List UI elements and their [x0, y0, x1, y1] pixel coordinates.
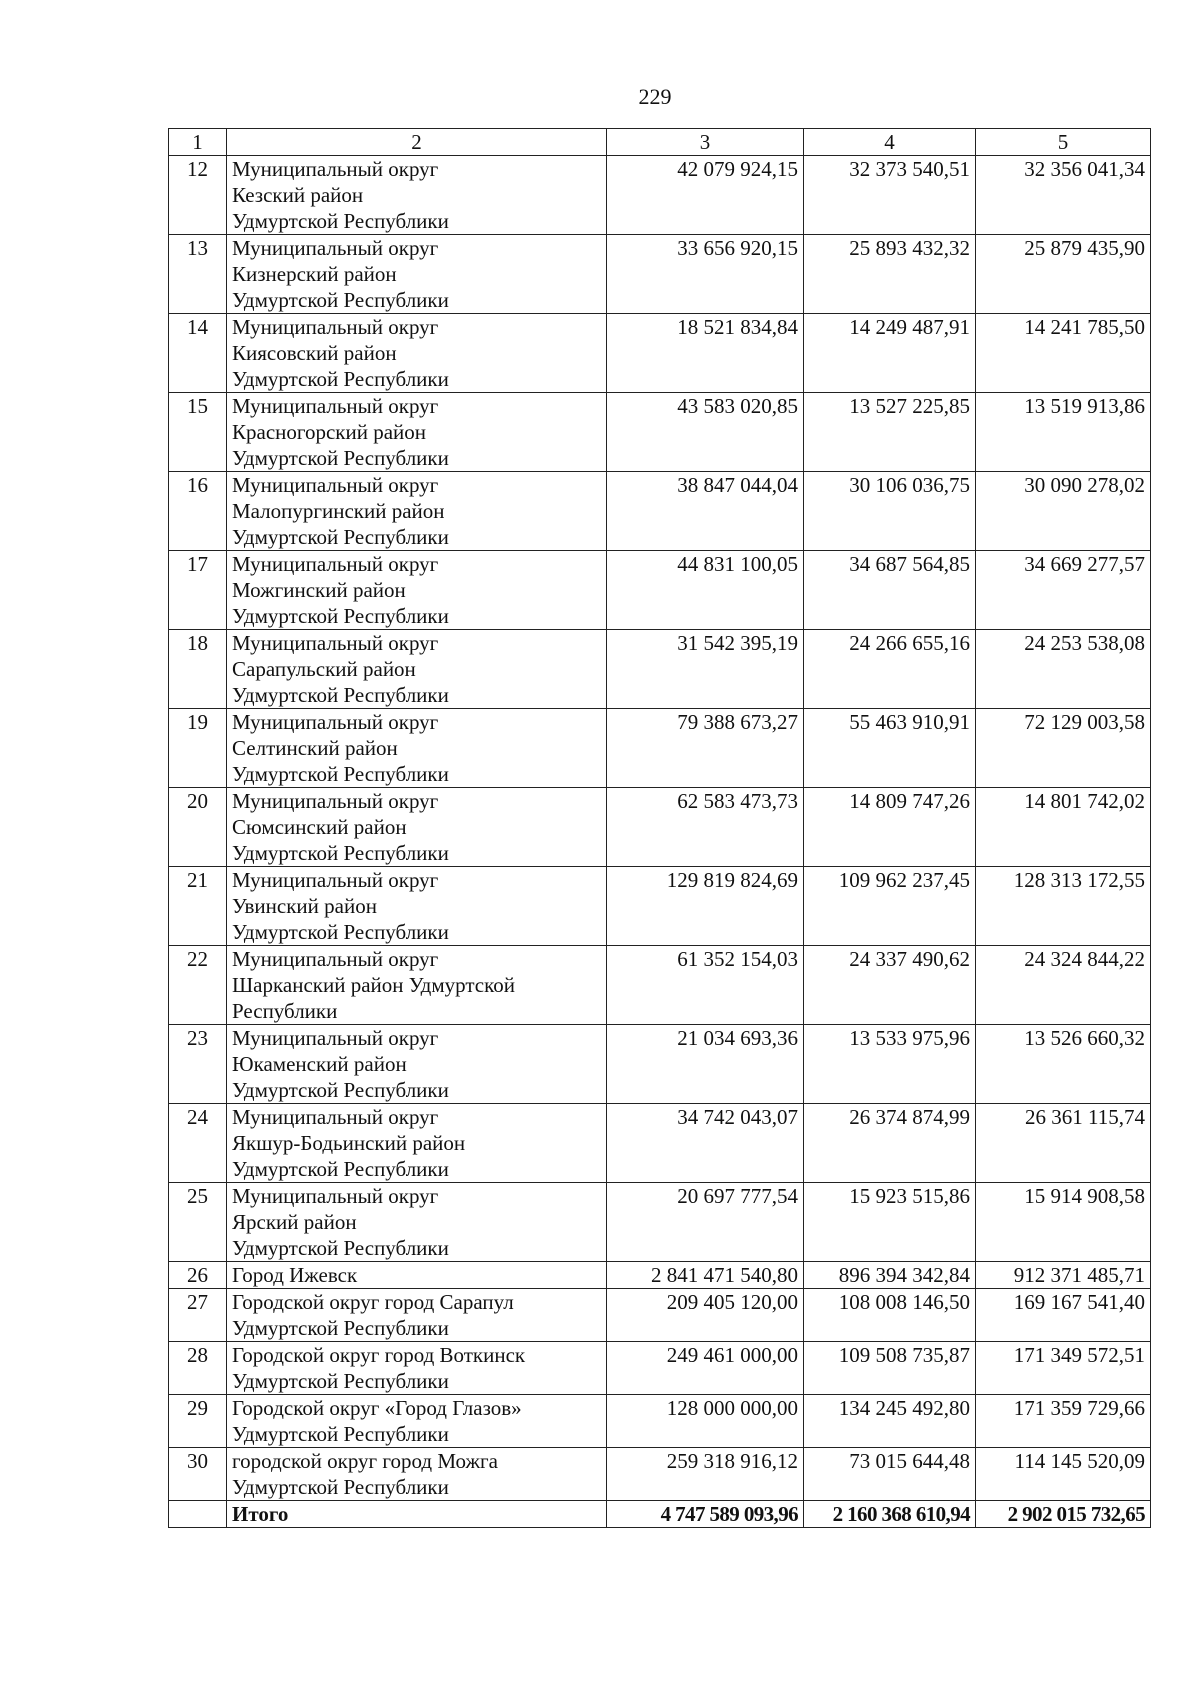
municipality-name: Муниципальный округ Можгинский район Удмуртской Республики — [227, 551, 607, 630]
value-column-3: 43 583 020,85 — [607, 393, 804, 472]
value-column-4: 108 008 146,50 — [804, 1289, 976, 1342]
value-column-5: 26 361 115,74 — [976, 1104, 1151, 1183]
table-row — [169, 1183, 1151, 1262]
value-column-3: 209 405 120,00 — [607, 1289, 804, 1342]
row-number: 20 — [169, 788, 227, 867]
value-column-5: 171 359 729,66 — [976, 1395, 1151, 1448]
table-row — [169, 1289, 1151, 1342]
municipality-name: Муниципальный округ Киясовский район Удмуртской Республики — [227, 314, 607, 393]
row-number: 26 — [169, 1262, 227, 1289]
value-column-5: 14 801 742,02 — [976, 788, 1151, 867]
row-number: 23 — [169, 1025, 227, 1104]
value-column-5: 114 145 520,09 — [976, 1448, 1151, 1501]
row-number: 16 — [169, 472, 227, 551]
municipality-name: Итого — [227, 1501, 607, 1528]
value-column-4: 30 106 036,75 — [804, 472, 976, 551]
value-column-4: 26 374 874,99 — [804, 1104, 976, 1183]
value-column-4: 14 809 747,26 — [804, 788, 976, 867]
value-column-5: 24 253 538,08 — [976, 630, 1151, 709]
municipality-name: Городской округ город Сарапул Удмуртской Республики — [227, 1289, 607, 1342]
row-number: 13 — [169, 235, 227, 314]
value-column-4: 73 015 644,48 — [804, 1448, 976, 1501]
column-number-header: 5 — [976, 129, 1151, 156]
value-column-3: 44 831 100,05 — [607, 551, 804, 630]
table-row — [169, 1025, 1151, 1104]
value-column-5: 171 349 572,51 — [976, 1342, 1151, 1395]
value-column-5: 15 914 908,58 — [976, 1183, 1151, 1262]
row-number: 14 — [169, 314, 227, 393]
value-column-3: 31 542 395,19 — [607, 630, 804, 709]
municipality-name: Муниципальный округ Юкаменский район Удмуртской Республики — [227, 1025, 607, 1104]
column-number-header: 2 — [227, 129, 607, 156]
total-row — [169, 1501, 1151, 1528]
row-number: 22 — [169, 946, 227, 1025]
table-row — [169, 156, 1151, 235]
value-column-4: 109 962 237,45 — [804, 867, 976, 946]
value-column-4: 55 463 910,91 — [804, 709, 976, 788]
column-number-header: 3 — [607, 129, 804, 156]
table-row — [169, 946, 1151, 1025]
row-number: 17 — [169, 551, 227, 630]
value-column-4: 896 394 342,84 — [804, 1262, 976, 1289]
column-number-header: 1 — [169, 129, 227, 156]
column-number-header: 4 — [804, 129, 976, 156]
value-column-3: 79 388 673,27 — [607, 709, 804, 788]
value-column-3: 33 656 920,15 — [607, 235, 804, 314]
value-column-5: 30 090 278,02 — [976, 472, 1151, 551]
value-column-3: 42 079 924,15 — [607, 156, 804, 235]
value-column-3: 20 697 777,54 — [607, 1183, 804, 1262]
value-column-3: 38 847 044,04 — [607, 472, 804, 551]
value-column-3: 21 034 693,36 — [607, 1025, 804, 1104]
table-row — [169, 1262, 1151, 1289]
value-column-3: 2 841 471 540,80 — [607, 1262, 804, 1289]
value-column-4: 109 508 735,87 — [804, 1342, 976, 1395]
value-column-3: 4 747 589 093,96 — [607, 1501, 804, 1528]
value-column-4: 32 373 540,51 — [804, 156, 976, 235]
municipality-name: Муниципальный округ Якшур-Бодьинский район Удмуртской Республики — [227, 1104, 607, 1183]
row-number: 24 — [169, 1104, 227, 1183]
municipality-name: Муниципальный округ Красногорский район Удмуртской Республики — [227, 393, 607, 472]
table-row — [169, 788, 1151, 867]
value-column-4: 2 160 368 610,94 — [804, 1501, 976, 1528]
value-column-4: 24 266 655,16 — [804, 630, 976, 709]
value-column-5: 72 129 003,58 — [976, 709, 1151, 788]
municipality-name: Городской округ «Город Глазов» Удмуртской Республики — [227, 1395, 607, 1448]
municipality-name: Муниципальный округ Сюмсинский район Удмуртской Республики — [227, 788, 607, 867]
row-number: 25 — [169, 1183, 227, 1262]
row-number: 19 — [169, 709, 227, 788]
value-column-5: 24 324 844,22 — [976, 946, 1151, 1025]
municipality-name: Муниципальный округ Сарапульский район Удмуртской Республики — [227, 630, 607, 709]
municipality-name: Муниципальный округ Кезский район Удмуртской Республики — [227, 156, 607, 235]
value-column-5: 912 371 485,71 — [976, 1262, 1151, 1289]
municipality-name: Муниципальный округ Шарканский район Удмуртской Республики — [227, 946, 607, 1025]
municipality-name: Муниципальный округ Малопургинский район Удмуртской Республики — [227, 472, 607, 551]
table-row — [169, 235, 1151, 314]
value-column-3: 18 521 834,84 — [607, 314, 804, 393]
table-row — [169, 1395, 1151, 1448]
value-column-4: 14 249 487,91 — [804, 314, 976, 393]
row-number: 29 — [169, 1395, 227, 1448]
value-column-5: 13 519 913,86 — [976, 393, 1151, 472]
value-column-5: 25 879 435,90 — [976, 235, 1151, 314]
value-column-5: 34 669 277,57 — [976, 551, 1151, 630]
value-column-5: 169 167 541,40 — [976, 1289, 1151, 1342]
row-number: 27 — [169, 1289, 227, 1342]
value-column-4: 134 245 492,80 — [804, 1395, 976, 1448]
table-row — [169, 393, 1151, 472]
municipality-name: Муниципальный округ Кизнерский район Удмуртской Республики — [227, 235, 607, 314]
value-column-4: 25 893 432,32 — [804, 235, 976, 314]
value-column-3: 128 000 000,00 — [607, 1395, 804, 1448]
table-row — [169, 630, 1151, 709]
municipality-name: Город Ижевск — [227, 1262, 607, 1289]
municipality-name: Муниципальный округ Ярский район Удмуртской Республики — [227, 1183, 607, 1262]
row-number: 21 — [169, 867, 227, 946]
value-column-3: 129 819 824,69 — [607, 867, 804, 946]
row-number: 18 — [169, 630, 227, 709]
row-number: 28 — [169, 1342, 227, 1395]
table-row — [169, 1342, 1151, 1395]
value-column-5: 13 526 660,32 — [976, 1025, 1151, 1104]
row-number — [169, 1501, 227, 1528]
value-column-4: 15 923 515,86 — [804, 1183, 976, 1262]
table-row — [169, 314, 1151, 393]
row-number: 30 — [169, 1448, 227, 1501]
column-number-row — [169, 129, 1151, 156]
row-number: 12 — [169, 156, 227, 235]
municipality-name: Муниципальный округ Увинский район Удмуртской Республики — [227, 867, 607, 946]
municipality-name: Муниципальный округ Селтинский район Удмуртской Республики — [227, 709, 607, 788]
value-column-5: 14 241 785,50 — [976, 314, 1151, 393]
value-column-5: 32 356 041,34 — [976, 156, 1151, 235]
table-row — [169, 1448, 1151, 1501]
table-body — [169, 156, 1151, 1528]
table-row — [169, 709, 1151, 788]
page-number: 229 — [638, 84, 672, 109]
value-column-3: 62 583 473,73 — [607, 788, 804, 867]
value-column-3: 34 742 043,07 — [607, 1104, 804, 1183]
table-row — [169, 1104, 1151, 1183]
table-row — [169, 867, 1151, 946]
value-column-5: 2 902 015 732,65 — [976, 1501, 1151, 1528]
budget-table — [168, 128, 1151, 1528]
row-number: 15 — [169, 393, 227, 472]
value-column-4: 13 533 975,96 — [804, 1025, 976, 1104]
municipality-name: городской округ город Можга Удмуртской Республики — [227, 1448, 607, 1501]
value-column-3: 61 352 154,03 — [607, 946, 804, 1025]
value-column-4: 24 337 490,62 — [804, 946, 976, 1025]
value-column-3: 259 318 916,12 — [607, 1448, 804, 1501]
value-column-5: 128 313 172,55 — [976, 867, 1151, 946]
value-column-3: 249 461 000,00 — [607, 1342, 804, 1395]
table-row — [169, 472, 1151, 551]
municipality-name: Городской округ город Воткинск Удмуртской Республики — [227, 1342, 607, 1395]
value-column-4: 13 527 225,85 — [804, 393, 976, 472]
value-column-4: 34 687 564,85 — [804, 551, 976, 630]
table-row — [169, 551, 1151, 630]
